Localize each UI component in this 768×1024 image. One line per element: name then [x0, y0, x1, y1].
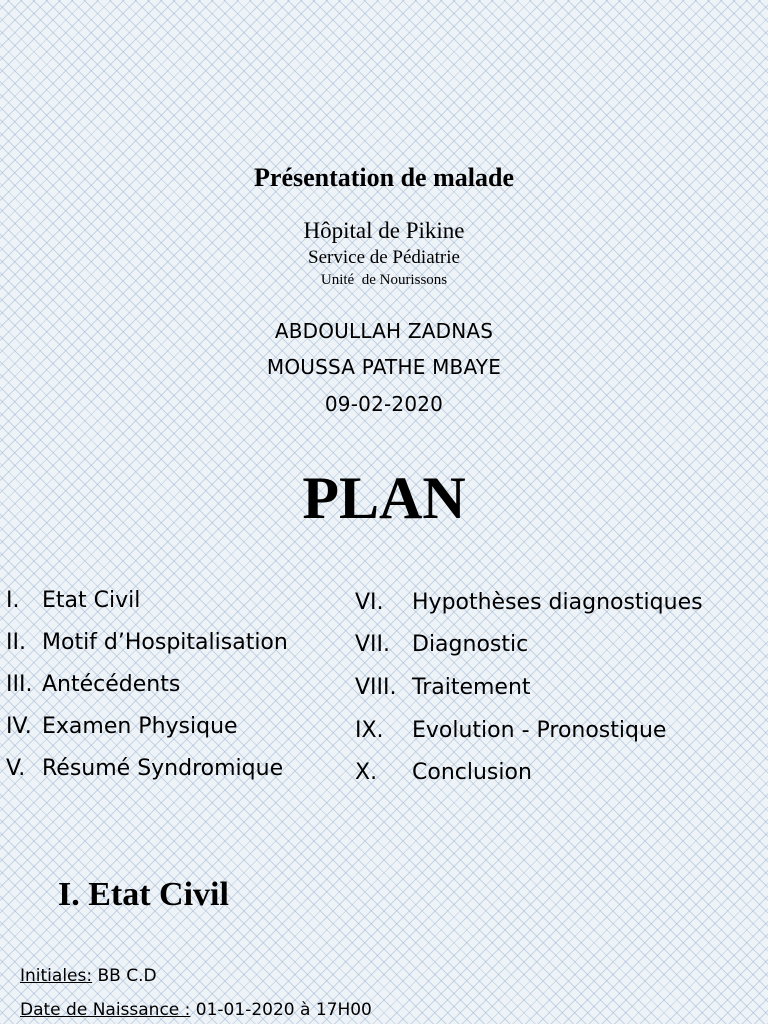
- presentation-title: Présentation de malade: [254, 163, 514, 192]
- plan-item-number: VI.: [355, 590, 384, 615]
- author-2: MOUSSA PATHE MBAYE: [266, 355, 502, 379]
- plan-item-text: Etat Civil: [42, 588, 141, 613]
- plan-item-text: Evolution - Pronostique: [412, 718, 667, 743]
- plan-item-text: Conclusion: [412, 760, 532, 785]
- author-1: ABDOULLAH ZADNAS: [274, 319, 494, 343]
- initiales-value: BB C.D: [92, 966, 157, 986]
- plan-item-text: Motif d’Hospitalisation: [42, 630, 288, 655]
- service-name: Service de Pédiatrie: [308, 247, 460, 268]
- presentation-date: 09-02-2020: [324, 392, 444, 416]
- plan-title: PLAN: [302, 465, 466, 531]
- plan-item-number: II.: [6, 630, 26, 655]
- plan-slide: [0, 440, 768, 840]
- title-slide: [0, 0, 768, 440]
- hospital-name: Hôpital de Pikine: [303, 218, 465, 243]
- date-naissance-value: 01-01-2020 à 17H00: [190, 1000, 372, 1020]
- date-naissance-field: [20, 1000, 372, 1020]
- plan-item-text: Hypothèses diagnostiques: [412, 590, 703, 615]
- plan-item-text: Traitement: [412, 675, 531, 700]
- plan-item-number: IX.: [355, 718, 384, 743]
- plan-item-number: III.: [6, 672, 33, 697]
- plan-item-text: Résumé Syndromique: [42, 756, 284, 781]
- plan-item-number: IV.: [6, 714, 32, 739]
- initiales-field: [20, 966, 157, 986]
- etat-civil-slide: [0, 840, 768, 1024]
- plan-item-number: VIII.: [355, 675, 397, 700]
- plan-item-number: VII.: [355, 632, 391, 657]
- plan-item-text: Examen Physique: [42, 714, 238, 739]
- plan-item-text: Diagnostic: [412, 632, 529, 657]
- plan-item-text: Antécédents: [42, 672, 181, 697]
- plan-item-number: I.: [6, 588, 20, 613]
- date-naissance-label: Date de Naissance :: [20, 1000, 191, 1020]
- plan-item-number: X.: [355, 760, 378, 785]
- unit-name: Unité de Nourissons: [320, 272, 448, 288]
- plan-item-number: V.: [6, 756, 26, 781]
- initiales-label: Initiales:: [20, 966, 93, 986]
- etat-civil-title: I. Etat Civil: [58, 876, 229, 913]
